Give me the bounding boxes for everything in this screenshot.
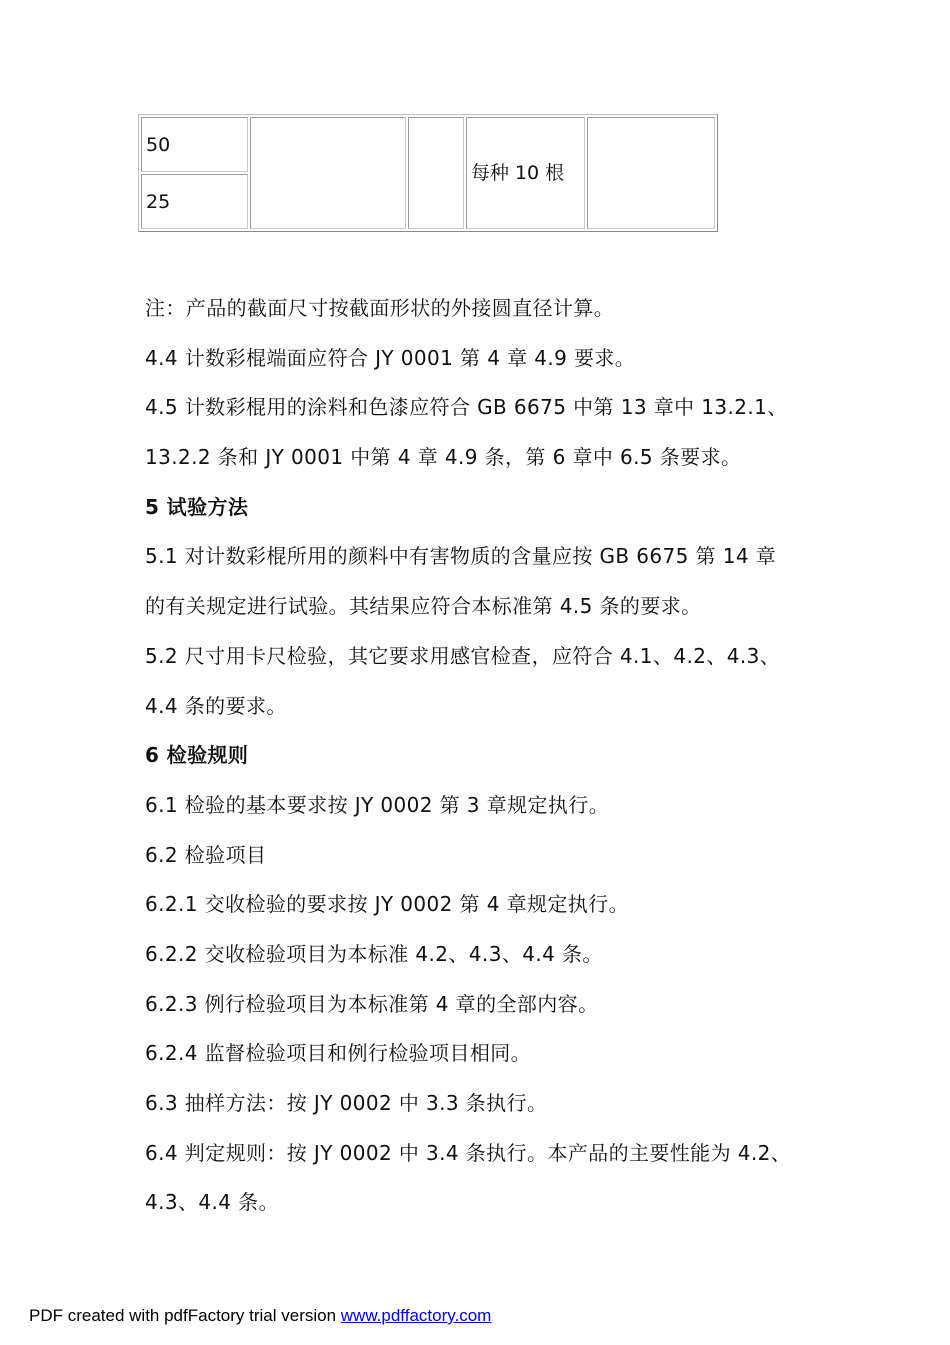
table-cell <box>250 117 405 229</box>
clause-5-1: 5.1 对计数彩棍所用的颜料中有害物质的含量应按 GB 6675 第 14 章 <box>145 544 777 569</box>
sample-count-text: 每种 10 根 <box>470 161 565 184</box>
clause-6-2: 6.2 检验项目 <box>145 842 267 867</box>
clause-5-2: 5.2 尺寸用卡尺检验，其它要求用感官检查，应符合 4.1、4.2、4.3、 <box>145 643 781 668</box>
document-body <box>145 288 845 1232</box>
section-heading-5: 5 试验方法 <box>145 494 249 519</box>
clause-6-2-3: 6.2.3 例行检验项目为本标准第 4 章的全部内容。 <box>145 991 599 1016</box>
table-cell: 50 <box>141 117 248 172</box>
table-row <box>141 117 715 172</box>
clause-6-4: 6.4 判定规则：按 JY 0002 中 3.4 条执行。本产品的主要性能为 4.2、 <box>145 1140 792 1165</box>
clause-6-2-1: 6.2.1 交收检验的要求按 JY 0002 第 4 章规定执行。 <box>145 892 629 917</box>
clause-6-3: 6.3 抽样方法：按 JY 0002 中 3.3 条执行。 <box>145 1091 548 1115</box>
clause-4-4: 4.4 计数彩棍端面应符合 JY 0001 第 4 章 4.9 要求。 <box>145 345 636 370</box>
footer-link[interactable]: www.pdffactory.com <box>340 1306 492 1325</box>
section-heading-6: 6 检验规则 <box>145 743 249 768</box>
table-cell: 25 <box>141 174 248 229</box>
footer-text: PDF created with pdfFactory trial version <box>29 1306 341 1325</box>
clause-5-1-cont: 的有关规定进行试验。其结果应符合本标准第 4.5 条的要求。 <box>145 594 702 619</box>
clause-5-2-cont: 4.4 条的要求。 <box>145 693 287 718</box>
clause-4-5: 4.5 计数彩棍用的涂料和色漆应符合 GB 6675 中第 13 章中 13.2.1、 <box>145 395 788 420</box>
table-cell-sample-count <box>466 117 585 229</box>
clause-4-5-cont: 13.2.2 条和 JY 0001 中第 4 章 4.9 条，第 6 章中 6.5 条要求。 <box>145 445 742 470</box>
clause-6-2-4: 6.2.4 监督检验项目和例行检验项目相同。 <box>145 1041 532 1066</box>
table-cell <box>408 117 464 229</box>
pdf-footer <box>29 1306 491 1326</box>
table-cell <box>587 117 715 229</box>
clause-6-2-2: 6.2.2 交收检验项目为本标准 4.2、4.3、4.4 条。 <box>145 941 603 966</box>
clause-6-1: 6.1 检验的基本要求按 JY 0002 第 3 章规定执行。 <box>145 792 610 817</box>
clause-6-4-cont: 4.3、4.4 条。 <box>145 1190 279 1215</box>
data-table <box>138 114 718 232</box>
note-line: 注：产品的截面尺寸按截面形状的外接圆直径计算。 <box>145 296 615 320</box>
